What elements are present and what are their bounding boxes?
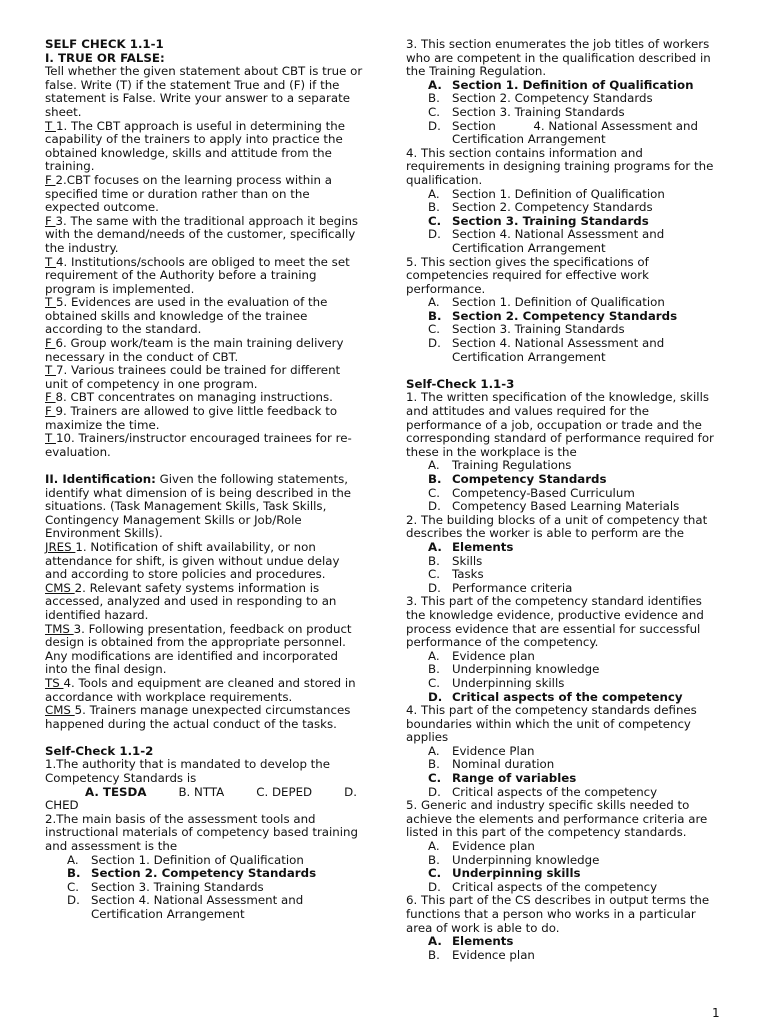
option-letter: A. bbox=[428, 77, 442, 92]
option-a-answer bbox=[428, 79, 724, 93]
option-text: Evidence plan bbox=[452, 648, 535, 663]
option-letter: A. bbox=[428, 839, 440, 854]
option-b bbox=[428, 758, 724, 772]
option-text: Critical aspects of the competency bbox=[452, 784, 658, 799]
question-1-1-3-q5: 5. Generic and industry specific skills needed to achieve the elements and performance criteria are listed in this part of the competency standards. bbox=[406, 798, 708, 840]
tf-text: 6. Group work/team is the main training delivery necessary in the conduct of CBT. bbox=[45, 336, 344, 364]
question-1-1-3-q3: 3. This part of the competency standard identifies the knowledge evidence, productive evidence and process evidence that are essential for successful performance of the competency. bbox=[406, 594, 704, 650]
option-text: Section 3. Training Standards bbox=[452, 213, 649, 228]
option-text: Range of variables bbox=[452, 771, 577, 786]
id-answer: CMS bbox=[45, 703, 75, 718]
option-text: Section 2. Competency Standards bbox=[91, 866, 317, 881]
option-text: Competency-Based Curriculum bbox=[452, 485, 635, 500]
option-letter: D. bbox=[67, 893, 80, 908]
option-b-answer bbox=[67, 867, 363, 881]
tf-text: 9. Trainers are allowed to give little feedback to maximize the time. bbox=[45, 404, 338, 432]
option-text: Underpinning knowledge bbox=[452, 662, 600, 677]
option-letter: B. bbox=[67, 866, 81, 881]
option-a-answer bbox=[428, 935, 724, 949]
question-1-1-3-q6: 6. This part of the CS describes in output terms the functions that a person who works in a particular area of work is able to do. bbox=[406, 893, 710, 935]
option-letter: D. bbox=[428, 499, 441, 514]
option-letter: A. bbox=[428, 458, 440, 473]
option-letter: A. bbox=[428, 295, 440, 310]
option-d bbox=[428, 582, 724, 596]
option-c-answer bbox=[428, 772, 724, 786]
option-text: Tasks bbox=[452, 567, 484, 582]
option-c-answer bbox=[428, 867, 724, 881]
tf-answer: F bbox=[45, 213, 56, 228]
option-text: Section 3. Training Standards bbox=[452, 104, 625, 119]
tf-text: 1. The CBT approach is useful in determining the capability of the trainers to apply into practice the obtained knowledge, skills and attitude from the training. bbox=[45, 118, 345, 174]
tf-answer: T bbox=[45, 431, 56, 446]
inline-options bbox=[45, 786, 363, 800]
option-a-answer: A. TESDA bbox=[85, 784, 147, 799]
option-text: Performance criteria bbox=[452, 580, 573, 595]
id-text: 4. Tools and equipment are cleaned and stored in accordance with workplace requirements. bbox=[45, 675, 356, 704]
option-letter: A. bbox=[428, 648, 440, 663]
option-text: Skills bbox=[452, 553, 483, 568]
option-letter: B. bbox=[428, 472, 442, 486]
option-c bbox=[428, 323, 724, 337]
option-d bbox=[428, 120, 724, 147]
option-b bbox=[428, 92, 724, 106]
option-letter: D. bbox=[428, 879, 441, 894]
tf-item bbox=[45, 432, 363, 459]
right-column bbox=[406, 38, 724, 962]
left-column bbox=[45, 38, 363, 922]
tf-answer: T bbox=[45, 254, 56, 269]
option-text: Critical aspects of the competency bbox=[452, 689, 683, 704]
option-letter: A. bbox=[428, 743, 440, 758]
tf-answer: T bbox=[45, 295, 56, 310]
option-c bbox=[428, 568, 724, 582]
option-d: D. bbox=[344, 784, 357, 799]
option-b bbox=[428, 555, 724, 569]
option-text: Section 3. Training Standards bbox=[452, 322, 625, 337]
question-1-1-2-q5: 5. This section gives the specifications of competencies required for effective work performance. bbox=[406, 254, 649, 296]
tf-item bbox=[45, 337, 363, 364]
tf-text: 2.CBT focuses on the learning process within a specified time or duration rather than on the expected outcome. bbox=[45, 172, 332, 215]
option-text: Evidence Plan bbox=[452, 743, 535, 758]
tf-item bbox=[45, 405, 363, 432]
option-letter: D. bbox=[428, 689, 443, 704]
id-text: 1. Notification of shift availability, or non attendance for shift, is given without undue delay and according to store policies and procedures. bbox=[45, 539, 340, 582]
option-a bbox=[428, 188, 724, 202]
tf-answer: F bbox=[45, 390, 56, 405]
option-d bbox=[428, 500, 724, 514]
option-c bbox=[428, 487, 724, 501]
option-letter: D. bbox=[428, 336, 441, 351]
option-letter: A. bbox=[428, 186, 440, 201]
option-c bbox=[67, 881, 363, 895]
identification-list bbox=[45, 541, 363, 731]
option-text: Section 4. National Assessment and Certification Arrangement bbox=[91, 893, 304, 921]
option-letter: C. bbox=[428, 866, 442, 881]
option-text: Underpinning skills bbox=[452, 866, 581, 881]
tf-text: 5. Evidences are used in the evaluation of the obtained skills and knowledge of the trainee according to the standard. bbox=[45, 295, 328, 337]
option-text: Training Regulations bbox=[452, 458, 572, 473]
true-false-heading: I. TRUE OR FALSE: bbox=[45, 50, 165, 65]
question-1-1-3-q4: 4. This part of the competency standards defines boundaries within which the unit of competency applies bbox=[406, 703, 697, 745]
tf-item bbox=[45, 174, 363, 215]
id-answer: TS bbox=[45, 675, 64, 690]
option-a-answer bbox=[428, 541, 724, 555]
identification-heading: II. Identification: bbox=[45, 472, 156, 486]
option-letter: C. bbox=[428, 104, 440, 119]
id-answer: TMS bbox=[45, 621, 74, 636]
id-item bbox=[45, 704, 363, 731]
page-number: 1 bbox=[712, 1006, 720, 1020]
question-1-1-3-q2: 2. The building blocks of a unit of competency that describes the worker is able to perform are the bbox=[406, 512, 708, 541]
tf-text: 8. CBT concentrates on managing instructions. bbox=[55, 390, 333, 405]
identification-intro bbox=[45, 473, 363, 541]
question-1-1-3-q1: 1. The written specification of the knowledge, skills and attitudes and values required for the performance of a job, occupation or trade and the corresponding standard of performance required for these in the workplace is the bbox=[406, 390, 714, 459]
tf-item bbox=[45, 296, 363, 337]
tf-item bbox=[45, 215, 363, 256]
option-letter: D. bbox=[428, 580, 441, 595]
option-text: Underpinning knowledge bbox=[452, 852, 600, 867]
id-answer: CMS bbox=[45, 580, 75, 595]
id-item bbox=[45, 582, 363, 623]
option-text: Section 3. Training Standards bbox=[91, 879, 264, 894]
option-letter: B. bbox=[428, 200, 440, 215]
option-letter: A. bbox=[67, 852, 79, 867]
option-b bbox=[428, 949, 724, 963]
option-b bbox=[428, 663, 724, 677]
option-text: Evidence plan bbox=[452, 947, 535, 962]
tf-item bbox=[45, 391, 363, 405]
option-b bbox=[428, 854, 724, 868]
tf-text: 7. Various trainees could be trained for different unit of competency in one program. bbox=[45, 363, 341, 391]
self-check-1-1-2-title: Self-Check 1.1-2 bbox=[45, 743, 154, 758]
question-1-1-2-q2: 2.The main basis of the assessment tools and instructional materials of competency based training and assessment is the bbox=[45, 811, 359, 854]
identification-instructions: Given the following statements, identify what dimension of is being described in the situations. (Task Management Skills, Task Skills, Contingency Management Skills or Job/Role Environment Skills). bbox=[45, 472, 352, 541]
option-a bbox=[428, 650, 724, 664]
option-text: Elements bbox=[452, 934, 514, 949]
tf-answer: F bbox=[45, 404, 56, 419]
option-text: Section 4. National Assessment and Certification Arrangement bbox=[452, 118, 702, 147]
option-letter: B. bbox=[428, 947, 440, 962]
id-text: 5. Trainers manage unexpected circumstances happened during the actual conduct of the tasks. bbox=[45, 703, 351, 731]
option-letter: B. bbox=[428, 852, 440, 867]
true-false-instructions: Tell whether the given statement about CBT is true or false. Write (T) if the statement True and (F) if the statement is False. Write your answer to a separate sheet. bbox=[45, 64, 363, 119]
option-letter: B. bbox=[428, 757, 440, 772]
tf-item bbox=[45, 120, 363, 174]
option-letter: B. bbox=[428, 553, 440, 568]
option-letter: B. bbox=[428, 308, 442, 323]
option-text: Section 4. National Assessment and Certification Arrangement bbox=[452, 336, 665, 364]
option-text: Elements bbox=[452, 539, 514, 554]
option-text: Critical aspects of the competency bbox=[452, 879, 658, 894]
id-text: 3. Following presentation, feedback on product design is obtained from the appropriate personnel. Any modifications are identified and incorporated into the final design. bbox=[45, 621, 352, 677]
option-text: Section 1. Definition of Qualification bbox=[452, 295, 665, 310]
tf-answer: F bbox=[45, 172, 56, 187]
question-1-1-2-q1: 1.The authority that is mandated to develop the Competency Standards is bbox=[45, 757, 331, 786]
option-letter: A. bbox=[428, 934, 442, 949]
option-letter: D. bbox=[428, 784, 441, 799]
option-a bbox=[428, 745, 724, 759]
id-answer: JRES bbox=[45, 539, 76, 554]
option-text: Section 1. Definition of Qualification bbox=[452, 77, 694, 92]
option-a bbox=[428, 296, 724, 310]
self-check-1-1-1-title: SELF CHECK 1.1-1 bbox=[45, 37, 164, 51]
id-item bbox=[45, 677, 363, 704]
option-text: Section 1. Definition of Qualification bbox=[91, 852, 304, 867]
option-d-answer bbox=[428, 691, 724, 705]
option-a bbox=[428, 459, 724, 473]
question-1-1-2-q3: 3. This section enumerates the job titles of workers who are competent in the qualification described in the Training Regulation. bbox=[406, 37, 711, 79]
option-letter: A. bbox=[428, 539, 442, 554]
tf-answer: T bbox=[45, 118, 56, 133]
option-b-answer bbox=[428, 310, 724, 324]
option-letter: C. bbox=[428, 567, 440, 582]
option-a bbox=[67, 854, 363, 868]
option-text: Nominal duration bbox=[452, 757, 555, 772]
tf-answer: T bbox=[45, 363, 56, 378]
option-b bbox=[428, 201, 724, 215]
tf-text: 4. Institutions/schools are obliged to meet the set requirement of the Authority before a training program is implemented. bbox=[45, 254, 350, 296]
id-text: 2. Relevant safety systems information is accessed, analyzed and used in responding to an identified hazard. bbox=[45, 580, 337, 622]
option-b-answer bbox=[428, 473, 724, 487]
tf-answer: F bbox=[45, 336, 56, 351]
option-text: Competency Based Learning Materials bbox=[452, 499, 680, 514]
tf-item bbox=[45, 364, 363, 391]
option-text: Section 2. Competency Standards bbox=[452, 200, 653, 215]
option-c bbox=[428, 677, 724, 691]
question-1-1-2-q4: 4. This section contains information and requirements in designing training programs for the qualification. bbox=[406, 145, 714, 187]
option-letter: C. bbox=[428, 675, 440, 690]
id-item bbox=[45, 541, 363, 582]
option-d-tail: CHED bbox=[45, 798, 79, 813]
option-letter: C. bbox=[428, 485, 440, 500]
tf-text: 10. Trainers/instructor encouraged trainees for re-evaluation. bbox=[45, 431, 352, 459]
option-d bbox=[428, 337, 724, 364]
true-false-list bbox=[45, 120, 363, 460]
option-c-answer bbox=[428, 215, 724, 229]
option-text: Section 2. Competency Standards bbox=[452, 91, 653, 106]
option-d bbox=[428, 786, 724, 800]
option-letter: C. bbox=[428, 771, 442, 786]
option-c bbox=[428, 106, 724, 120]
self-check-1-1-3-title: Self-Check 1.1-3 bbox=[406, 376, 515, 391]
option-letter: D. bbox=[428, 227, 441, 242]
option-letter: C. bbox=[428, 322, 440, 337]
option-text: Evidence plan bbox=[452, 839, 535, 854]
option-letter: B. bbox=[428, 91, 440, 106]
tf-text: 3. The same with the traditional approach it begins with the demand/needs of the customer, specifically the industry. bbox=[45, 213, 359, 255]
id-item bbox=[45, 623, 363, 677]
option-text: Section 1. Definition of Qualification bbox=[452, 186, 665, 201]
option-text: Underpinning skills bbox=[452, 675, 565, 690]
option-letter: D. bbox=[428, 118, 441, 133]
tf-item bbox=[45, 256, 363, 297]
option-c: C. DEPED bbox=[256, 784, 313, 799]
option-letter: B. bbox=[428, 662, 440, 677]
option-a bbox=[428, 840, 724, 854]
option-d bbox=[428, 881, 724, 895]
option-d bbox=[428, 228, 724, 255]
option-d bbox=[67, 894, 363, 921]
option-letter: C. bbox=[67, 879, 79, 894]
option-letter: C. bbox=[428, 213, 442, 228]
option-text: Section 2. Competency Standards bbox=[452, 308, 678, 323]
option-text: Competency Standards bbox=[452, 472, 607, 486]
option-b: B. NTTA bbox=[178, 784, 225, 799]
option-text: Section 4. National Assessment and Certification Arrangement bbox=[452, 227, 665, 255]
